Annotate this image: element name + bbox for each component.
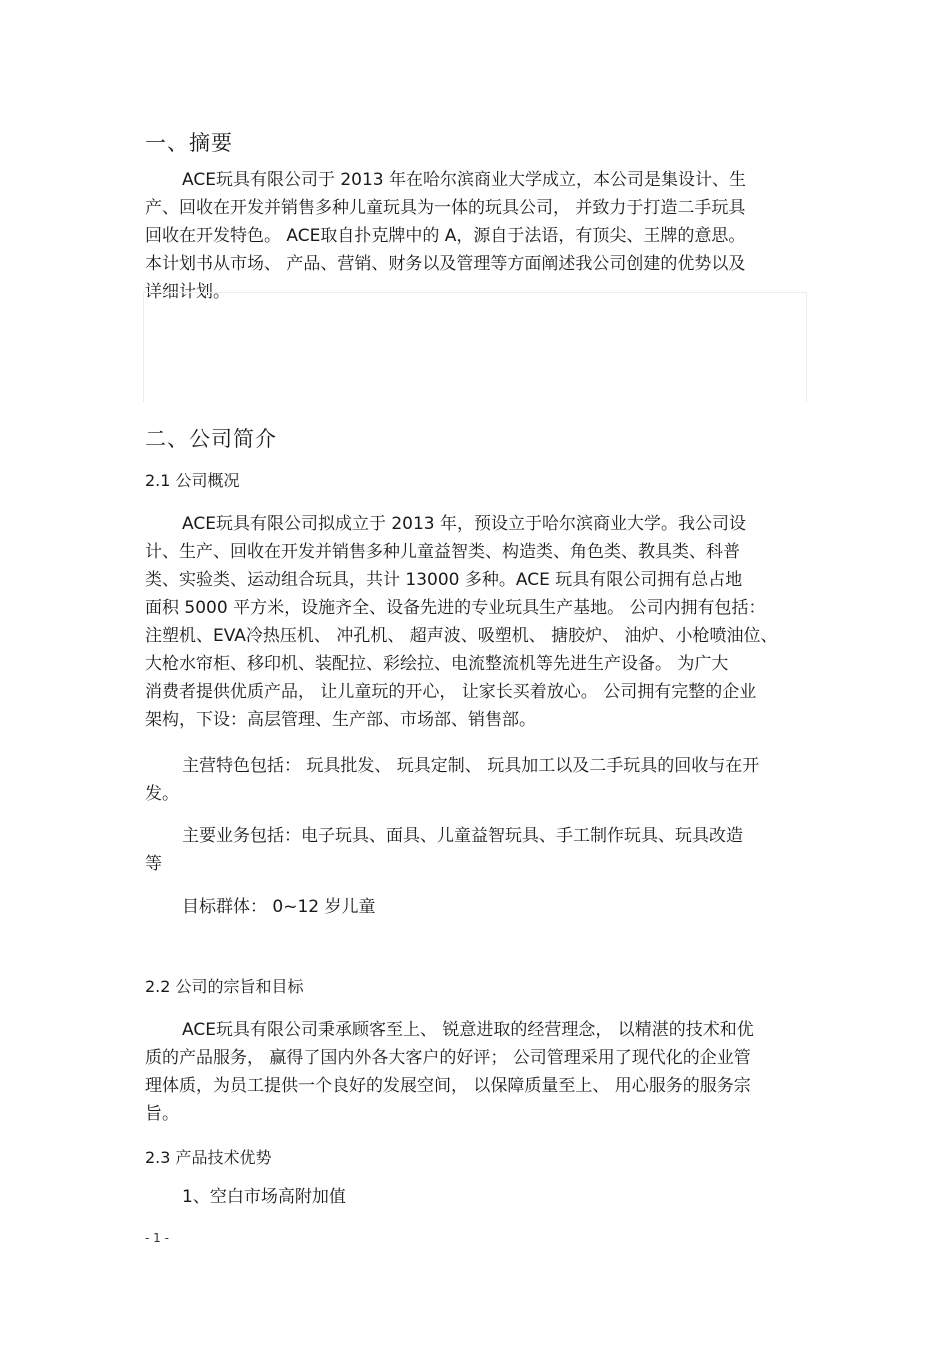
advantage-item-1: 1、空白市场高附加值	[182, 1187, 346, 1207]
blank-frame	[143, 292, 807, 402]
subsection-2-3-heading: 2.3 产品技术优势	[145, 1148, 272, 1167]
section-2-heading: 二、公司简介	[145, 427, 277, 451]
abstract-paragraph	[145, 166, 810, 306]
business-line: 等	[145, 854, 162, 874]
overview-line: 架构，下设：高层管理、生产部、市场部、销售部。	[145, 710, 536, 730]
abstract-line: ACE玩具有限公司于 2013 年在哈尔滨商业大学成立，本公司是集设计、生	[182, 170, 747, 190]
page-number: - 1 -	[145, 1231, 169, 1245]
abstract-line: 本计划书从市场、 产品、营销、财务以及管理等方面阐述我公司创建的优势以及	[145, 254, 746, 274]
features-line: 主营特色包括： 玩具批发、 玩具定制、 玩具加工以及二手玩具的回收与在开	[182, 756, 760, 776]
mission-line: 理体质，为员工提供一个良好的发展空间， 以保障质量至上、 用心服务的服务宗	[145, 1076, 751, 1096]
abstract-line: 产、回收在开发并销售多种儿童玩具为一体的玩具公司， 并致力于打造二手玩具	[145, 198, 746, 218]
abstract-line: 回收在开发特色。 ACE取自扑克牌中的 A，源自于法语，有顶尖、王牌的意思。	[145, 226, 746, 246]
subsection-2-1-heading: 2.1 公司概况	[145, 471, 240, 490]
target-group-paragraph	[145, 893, 810, 921]
company-overview-paragraph	[145, 510, 810, 734]
mission-paragraph	[145, 1016, 810, 1128]
abstract-line: 详细计划。	[145, 282, 230, 302]
target-group-line: 目标群体： 0~12 岁儿童	[182, 897, 376, 917]
main-features-paragraph	[145, 752, 810, 808]
overview-line: 注塑机、EVA冷热压机、 冲孔机、 超声波、吸塑机、 搪胶炉、 油炉、小枪喷油位、	[145, 626, 778, 646]
overview-line: 面积 5000 平方米，设施齐全、设备先进的专业玩具生产基地。 公司内拥有包括：	[145, 598, 766, 618]
overview-line: ACE玩具有限公司拟成立于 2013 年，预设立于哈尔滨商业大学。我公司设	[182, 514, 747, 534]
overview-line: 大枪水帘柜、移印机、装配拉、彩绘拉、电流整流机等先进生产设备。 为广大	[145, 654, 729, 674]
mission-line: 质的产品服务， 赢得了国内外各大客户的好评； 公司管理采用了现代化的企业管	[145, 1048, 751, 1068]
overview-line: 消费者提供优质产品， 让儿童玩的开心， 让家长买着放心。 公司拥有完整的企业	[145, 682, 757, 702]
mission-line: ACE玩具有限公司秉承顾客至上、 锐意进取的经营理念， 以精湛的技术和优	[182, 1020, 754, 1040]
section-1-heading: 一、摘要	[145, 131, 233, 155]
subsection-2-2-heading: 2.2 公司的宗旨和目标	[145, 977, 304, 996]
overview-line: 类、实验类、运动组合玩具，共计 13000 多种。ACE 玩具有限公司拥有总占地	[145, 570, 743, 590]
features-line: 发。	[145, 784, 179, 804]
main-business-paragraph	[145, 822, 810, 878]
overview-line: 计、生产、回收在开发并销售多种儿童益智类、构造类、角色类、教具类、科普	[145, 542, 740, 562]
business-line: 主要业务包括：电子玩具、面具、儿童益智玩具、手工制作玩具、玩具改造	[182, 826, 743, 846]
advantage-item	[145, 1183, 810, 1211]
mission-line: 旨。	[145, 1104, 179, 1124]
